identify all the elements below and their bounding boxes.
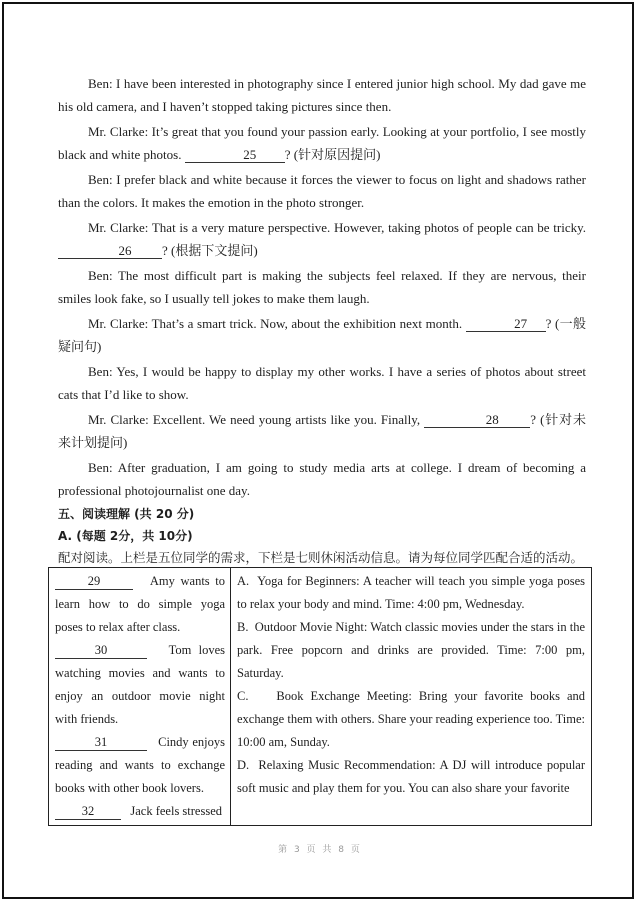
answer-blank-30[interactable]: 30 [55, 643, 147, 659]
need-text: Jack feels stressed [130, 804, 223, 818]
answer-blank-32[interactable]: 32 [55, 804, 121, 820]
activity-label: D. [237, 758, 250, 772]
activity-text: Book Exchange Meeting: Bring your favorite books and exchange them with others. Share your reading experience too. Time: 10:00 am, Sunday. [237, 689, 585, 749]
need-text: Amy wants to learn how to do simple yoga poses to relax after class. [55, 574, 226, 634]
activity-text: Relaxing Music Recommendation: A DJ will introduce popular soft music and play them for you. You can also share your favorite [237, 758, 586, 795]
need-item [55, 731, 225, 800]
answer-blank-25[interactable]: 25 [185, 147, 285, 163]
need-item [55, 570, 225, 639]
activity-item [237, 616, 585, 685]
answer-blank-27[interactable]: 27 [466, 316, 546, 332]
need-item [55, 800, 225, 823]
answer-blank-31[interactable]: 31 [55, 735, 147, 751]
answer-blank-28[interactable]: 28 [424, 412, 530, 428]
part-a-title: A. (每题 2分，共 10分) [58, 529, 193, 543]
answer-blank-29[interactable]: 29 [55, 574, 133, 590]
needs-column [49, 568, 231, 826]
activity-label: B. [237, 620, 249, 634]
dialogue-text: Mr. Clarke: That’s a smart trick. Now, about the exhibition next month. [88, 316, 463, 331]
activity-label: A. [237, 574, 250, 588]
activity-item [237, 685, 585, 754]
dialogue-line: Ben: Yes, I would be happy to display my other works. I have a series of photos about street cats that I’d like to show. [58, 364, 586, 402]
blank-hint: ? (一般疑问句) [58, 316, 587, 354]
need-item [55, 639, 225, 731]
dialogue-line [58, 408, 586, 454]
dialogue-text: Mr. Clarke: It’s great that you found your passion early. Looking at your portfolio, I see mostly black and white photos. [58, 124, 586, 162]
dialogue-line: Ben: I prefer black and white because it forces the viewer to focus on light and shadows rather than the colors. It makes the emotion in the photo stronger. [58, 172, 586, 210]
need-text: Cindy enjoys reading and wants to exchange books with other book lovers. [55, 735, 226, 795]
dialogue-text: Mr. Clarke: That is a very mature perspective. However, taking photos of people can be tricky. [88, 220, 586, 235]
activity-item [237, 754, 585, 800]
dialogue-line [58, 312, 586, 358]
answer-blank-26[interactable]: 26 [58, 243, 162, 259]
instruction-text: 配对阅读。上栏是五位同学的需求，下栏是七则休闲活动信息。请为每位同学匹配合适的活动。 [58, 551, 584, 565]
matching-table [48, 567, 592, 826]
dialogue-line: Ben: I have been interested in photography since I entered junior high school. My dad gave me his old camera, and I haven’t stopped taking pictures since then. [58, 76, 586, 114]
activity-item [237, 570, 585, 616]
activities-column [231, 568, 592, 826]
blank-hint: ? (针对未来计划提问) [58, 412, 586, 450]
activity-text: Yoga for Beginners: A teacher will teach you simple yoga poses to relax your body and mind. Time: 4:00 pm, Wednesday. [237, 574, 585, 611]
blank-hint: ? (针对原因提问) [284, 147, 381, 162]
need-text: Tom loves watching movies and wants to enjoy an outdoor movie night with friends. [55, 643, 225, 726]
dialogue-section [58, 72, 586, 570]
dialogue-line: Ben: After graduation, I am going to study media arts at college. I dream of becoming a professional photojournalist one day. [58, 460, 586, 498]
activity-text: Outdoor Movie Night: Watch classic movies under the stars in the park. Free popcorn and drinks are provided. Time: 7:00 pm, Saturday. [237, 620, 586, 680]
dialogue-line: Ben: The most difficult part is making the subjects feel relaxed. If they are nervous, their smiles look fake, so I usually tell jokes to make them laugh. [58, 268, 586, 306]
dialogue-line [58, 120, 586, 166]
activity-label: C. [237, 689, 249, 703]
page-footer: 第 3 页 共 8 页 [278, 845, 362, 855]
dialogue-line [58, 216, 586, 262]
blank-hint: ? (根据下文提问) [162, 243, 258, 258]
dialogue-text: Mr. Clarke: Excellent. We need young artists like you. Finally, [88, 412, 421, 427]
section-title: 五、阅读理解 (共 20 分) [58, 507, 195, 521]
